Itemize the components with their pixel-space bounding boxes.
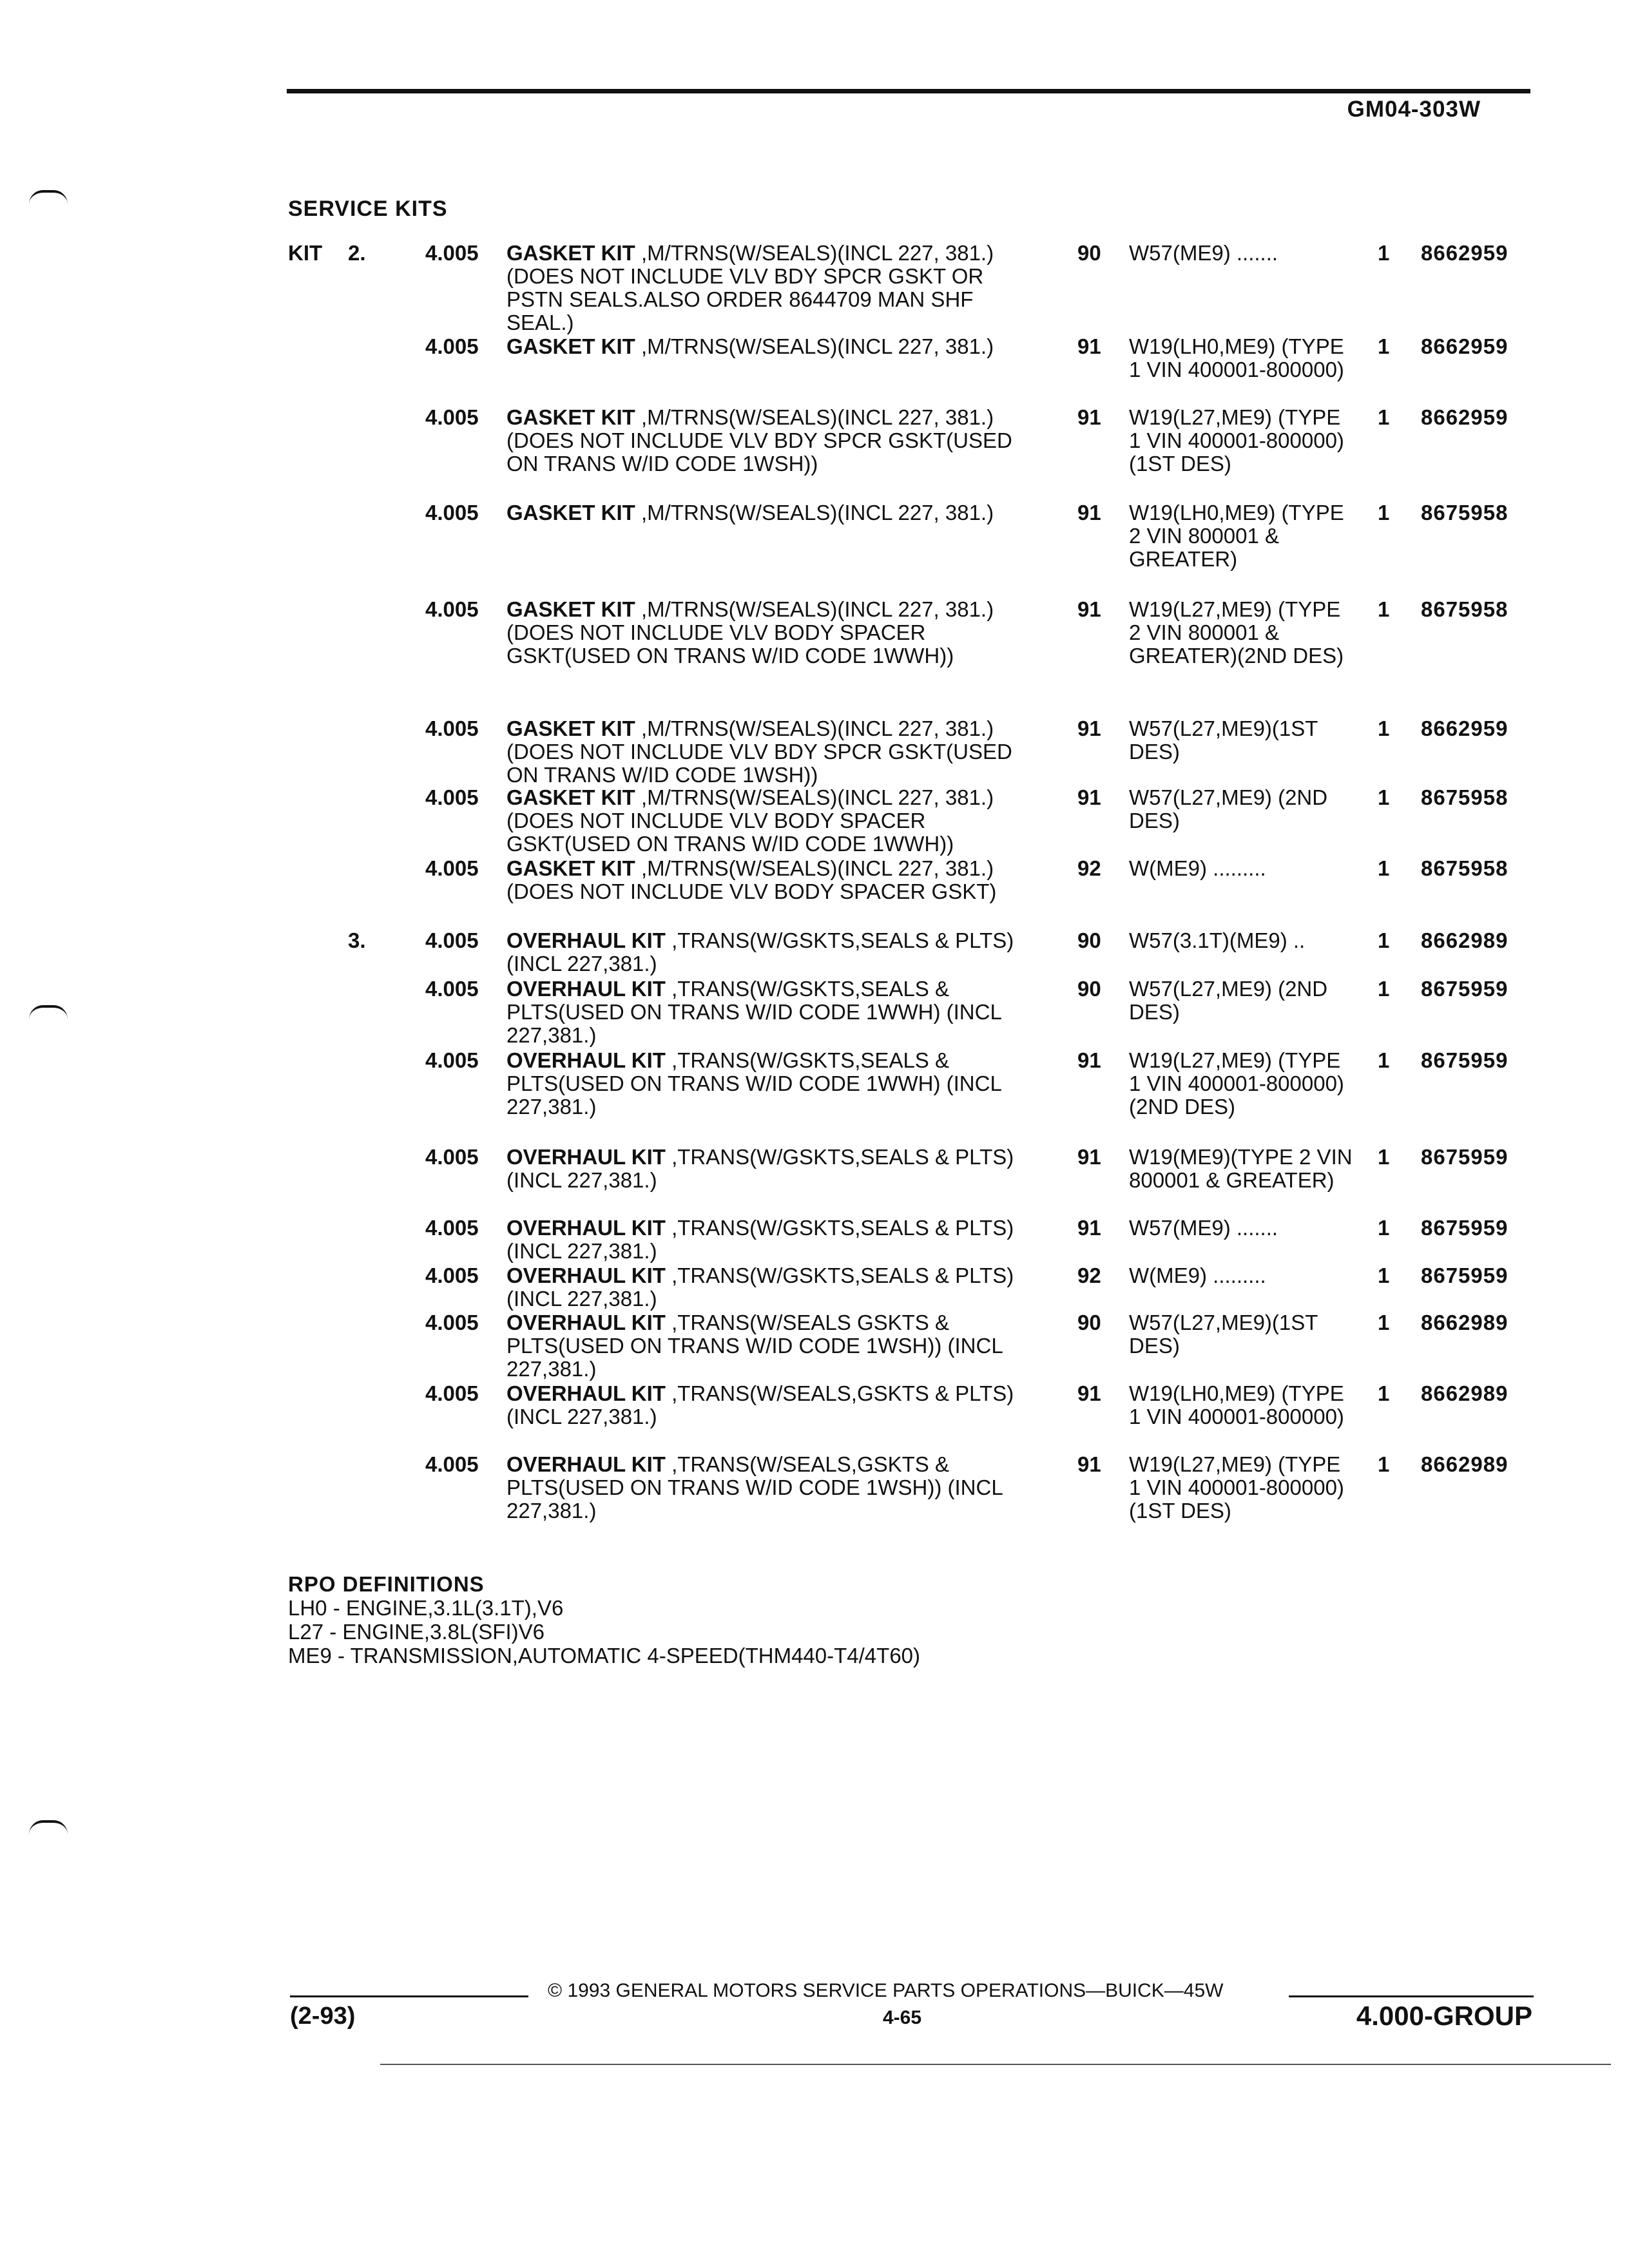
page-number: 4-65 [883, 2007, 922, 2028]
part-description [506, 717, 1022, 787]
part-number: 8675959 [1421, 977, 1509, 1001]
rpo-definitions [288, 1572, 920, 1667]
part-number: 8662959 [1421, 334, 1509, 358]
quantity: 1 [1378, 928, 1390, 952]
group-number: 4.005 [425, 241, 479, 265]
application: W19(ME9)(TYPE 2 VIN 800001 & GREATER) [1129, 1145, 1353, 1192]
model-year: 91 [1077, 716, 1101, 740]
model-year: 91 [1077, 1452, 1101, 1476]
part-name: OVERHAUL KIT [506, 1145, 666, 1169]
model-year: 90 [1077, 977, 1101, 1001]
part-detail: ,M/TRNS(W/SEALS)(INCL 227, 381.) (DOES NOT INCLUDE VLV BDY SPCR GSKT(USED ON TRANS W/ID CODE 1WSH)) [506, 405, 1012, 476]
copyright-notice: © 1993 GENERAL MOTORS SERVICE PARTS OPERATIONS—BUICK—45W [548, 1980, 1224, 2001]
quantity: 1 [1378, 1264, 1390, 1287]
part-number: 8675958 [1421, 501, 1509, 524]
model-year: 92 [1077, 856, 1101, 880]
part-number: 8662959 [1421, 716, 1509, 740]
rpo-line: ME9 - TRANSMISSION,AUTOMATIC 4-SPEED(THM440-T4/4T60) [288, 1644, 921, 1667]
group-number: 4.005 [425, 856, 479, 880]
quantity: 1 [1378, 977, 1390, 1001]
application: W(ME9) ......... [1129, 1264, 1266, 1287]
part-description [506, 1382, 1022, 1428]
application: W57(ME9) ....... [1129, 241, 1278, 265]
group-number: 4.005 [425, 501, 479, 524]
group-number: 4.005 [425, 1216, 479, 1240]
quantity: 1 [1378, 785, 1390, 809]
footer-rule [290, 1995, 528, 1997]
application: W57(ME9) ....... [1129, 1216, 1278, 1240]
application: W19(LH0,ME9) (TYPE 2 VIN 800001 & GREATER) [1129, 501, 1344, 571]
part-detail: ,M/TRNS(W/SEALS)(INCL 227, 381.) (DOES NOT INCLUDE VLV BODY SPACER GSKT) [506, 856, 997, 903]
part-detail: ,TRANS(W/GSKTS,SEALS & PLTS)(INCL 227,381.) [506, 1145, 1014, 1192]
part-name: OVERHAUL KIT [506, 1264, 666, 1287]
part-description [506, 1311, 1022, 1381]
model-year: 91 [1077, 405, 1101, 429]
part-number: 8662959 [1421, 241, 1509, 265]
group-number: 4.005 [425, 716, 479, 740]
application: W19(L27,ME9) (TYPE 1 VIN 400001-800000) (1ST DES) [1129, 1452, 1344, 1523]
quantity: 1 [1378, 1311, 1390, 1334]
part-name: OVERHAUL KIT [506, 928, 666, 952]
part-detail: ,TRANS(W/GSKTS,SEALS & PLTS)(INCL 227,381.) [506, 1216, 1014, 1263]
bottom-rule [380, 2064, 1611, 2065]
part-name: GASKET KIT [506, 716, 635, 740]
part-name: GASKET KIT [506, 597, 635, 621]
group-number: 4.005 [425, 785, 479, 809]
part-description [506, 335, 1022, 358]
application: W57(L27,ME9) (2ND DES) [1129, 977, 1328, 1024]
part-name: OVERHAUL KIT [506, 1311, 666, 1334]
header-rule [287, 89, 1530, 93]
part-description [506, 1146, 1022, 1192]
part-detail: ,M/TRNS(W/SEALS)(INCL 227, 381.) (DOES NOT INCLUDE VLV BODY SPACER GSKT(USED ON TRANS W/ID CODE 1WWH)) [506, 597, 994, 668]
part-description [506, 1264, 1022, 1311]
model-year: 91 [1077, 1145, 1101, 1169]
part-description [506, 857, 1022, 903]
part-description [506, 1453, 1022, 1523]
part-name: GASKET KIT [506, 405, 635, 429]
part-number: 8662989 [1421, 1452, 1509, 1476]
part-description [506, 598, 1022, 668]
quantity: 1 [1378, 1216, 1390, 1240]
part-detail: ,M/TRNS(W/SEALS)(INCL 227, 381.) (DOES NOT INCLUDE VLV BODY SPACER GSKT(USED ON TRANS W/ID CODE 1WWH)) [506, 785, 994, 856]
part-name: OVERHAUL KIT [506, 1381, 666, 1405]
quantity: 1 [1378, 716, 1390, 740]
part-description [506, 406, 1022, 476]
model-year: 90 [1077, 241, 1101, 265]
model-year: 90 [1077, 928, 1101, 952]
part-number: 8662989 [1421, 1381, 1509, 1405]
group-number: 4.005 [425, 597, 479, 621]
part-detail: ,M/TRNS(W/SEALS)(INCL 227, 381.) (DOES NOT INCLUDE VLV BDY SPCR GSKT OR PSTN SEALS.ALSO ORDER 8644709 MAN SHF SEAL.) [506, 241, 994, 334]
group-number: 4.005 [425, 334, 479, 358]
application: W19(LH0,ME9) (TYPE 1 VIN 400001-800000) [1129, 1381, 1344, 1428]
model-year: 91 [1077, 785, 1101, 809]
part-name: OVERHAUL KIT [506, 1216, 666, 1240]
part-number: 8662989 [1421, 928, 1509, 952]
revision-date: (2-93) [290, 2003, 356, 2030]
part-detail: ,M/TRNS(W/SEALS)(INCL 227, 381.) [641, 334, 994, 358]
model-year: 92 [1077, 1264, 1101, 1287]
rpo-line: L27 - ENGINE,3.8L(SFI)V6 [288, 1620, 545, 1644]
part-name: GASKET KIT [506, 241, 635, 265]
quantity: 1 [1378, 241, 1390, 265]
part-detail: ,TRANS(W/GSKTS,SEALS & PLTS(USED ON TRANS W/ID CODE 1WWH) (INCL 227,381.) [506, 977, 1001, 1047]
part-number: 8662989 [1421, 1311, 1509, 1334]
quantity: 1 [1378, 856, 1390, 880]
quantity: 1 [1378, 1145, 1390, 1169]
quantity: 1 [1378, 334, 1390, 358]
part-detail: ,TRANS(W/GSKTS,SEALS & PLTS)(INCL 227,381.) [506, 928, 1014, 975]
part-name: GASKET KIT [506, 334, 635, 358]
part-number: 8675959 [1421, 1048, 1509, 1072]
part-detail: ,TRANS(W/SEALS,GSKTS & PLTS)(INCL 227,381.) [506, 1381, 1014, 1428]
part-description [506, 977, 1022, 1047]
application: W19(L27,ME9) (TYPE 2 VIN 800001 & GREATER)(2ND DES) [1129, 597, 1344, 668]
part-name: GASKET KIT [506, 856, 635, 880]
application: W19(L27,ME9) (TYPE 1 VIN 400001-800000) (1ST DES) [1129, 405, 1344, 476]
quantity: 1 [1378, 1452, 1390, 1476]
part-number: 8675958 [1421, 856, 1509, 880]
part-name: OVERHAUL KIT [506, 1452, 666, 1476]
model-year: 90 [1077, 1311, 1101, 1334]
group-number: 4.005 [425, 1381, 479, 1405]
quantity: 1 [1378, 405, 1390, 429]
margin-mark [29, 1820, 68, 1834]
model-year: 91 [1077, 334, 1101, 358]
model-year: 91 [1077, 1048, 1101, 1072]
quantity: 1 [1378, 597, 1390, 621]
part-number: 8675958 [1421, 597, 1509, 621]
rpo-title: RPO DEFINITIONS [288, 1572, 485, 1596]
model-year: 91 [1077, 1381, 1101, 1405]
part-number: 8675959 [1421, 1145, 1509, 1169]
group-number: 4.005 [425, 1264, 479, 1287]
item-number: 2. [348, 241, 366, 265]
part-name: GASKET KIT [506, 501, 635, 524]
part-description [506, 1049, 1022, 1119]
part-description [506, 501, 1022, 524]
part-number: 8675958 [1421, 785, 1509, 809]
part-name: GASKET KIT [506, 785, 635, 809]
model-year: 91 [1077, 501, 1101, 524]
application: W57(L27,ME9) (2ND DES) [1129, 785, 1328, 832]
group-number: 4.000-GROUP [1356, 2001, 1532, 2031]
part-detail: ,M/TRNS(W/SEALS)(INCL 227, 381.) [641, 501, 994, 524]
footer-rule [1289, 1995, 1534, 1997]
kit-label: KIT [288, 241, 323, 265]
model-year: 91 [1077, 597, 1101, 621]
group-number: 4.005 [425, 1452, 479, 1476]
part-number: 8675959 [1421, 1216, 1509, 1240]
section-title: SERVICE KITS [288, 197, 448, 221]
application: W57(L27,ME9)(1ST DES) [1129, 716, 1318, 764]
group-number: 4.005 [425, 977, 479, 1001]
quantity: 1 [1378, 1048, 1390, 1072]
group-number: 4.005 [425, 1311, 479, 1334]
margin-mark [29, 1005, 68, 1019]
part-detail: ,TRANS(W/GSKTS,SEALS & PLTS(USED ON TRANS W/ID CODE 1WWH) (INCL 227,381.) [506, 1048, 1001, 1119]
part-detail: ,TRANS(W/GSKTS,SEALS & PLTS)(INCL 227,381.) [506, 1264, 1014, 1311]
part-detail: ,M/TRNS(W/SEALS)(INCL 227, 381.) (DOES NOT INCLUDE VLV BDY SPCR GSKT(USED ON TRANS W/ID CODE 1WSH)) [506, 716, 1012, 787]
part-name: OVERHAUL KIT [506, 1048, 666, 1072]
group-number: 4.005 [425, 1145, 479, 1169]
group-number: 4.005 [425, 405, 479, 429]
model-year: 91 [1077, 1216, 1101, 1240]
part-number: 8675959 [1421, 1264, 1509, 1287]
part-number: 8662959 [1421, 405, 1509, 429]
item-number: 3. [348, 928, 366, 952]
group-number: 4.005 [425, 928, 479, 952]
part-description [506, 786, 1022, 856]
application: W(ME9) ......... [1129, 856, 1266, 880]
application: W57(3.1T)(ME9) .. [1129, 928, 1306, 952]
document-id: GM04-303W [1347, 97, 1481, 122]
application: W19(L27,ME9) (TYPE 1 VIN 400001-800000) (2ND DES) [1129, 1048, 1344, 1119]
part-detail: ,TRANS(W/SEALS,GSKTS & PLTS(USED ON TRANS W/ID CODE 1WSH)) (INCL 227,381.) [506, 1452, 1003, 1523]
part-description [506, 929, 1022, 975]
part-detail: ,TRANS(W/SEALS GSKTS & PLTS(USED ON TRANS W/ID CODE 1WSH)) (INCL 227,381.) [506, 1311, 1003, 1381]
part-name: OVERHAUL KIT [506, 977, 666, 1001]
rpo-line: LH0 - ENGINE,3.1L(3.1T),V6 [288, 1596, 564, 1620]
application: W57(L27,ME9)(1ST DES) [1129, 1311, 1318, 1358]
quantity: 1 [1378, 1381, 1390, 1405]
application: W19(LH0,ME9) (TYPE 1 VIN 400001-800000) [1129, 334, 1344, 381]
margin-mark [29, 190, 68, 204]
group-number: 4.005 [425, 1048, 479, 1072]
part-description [506, 1216, 1022, 1263]
part-description [506, 242, 1022, 334]
quantity: 1 [1378, 501, 1390, 524]
